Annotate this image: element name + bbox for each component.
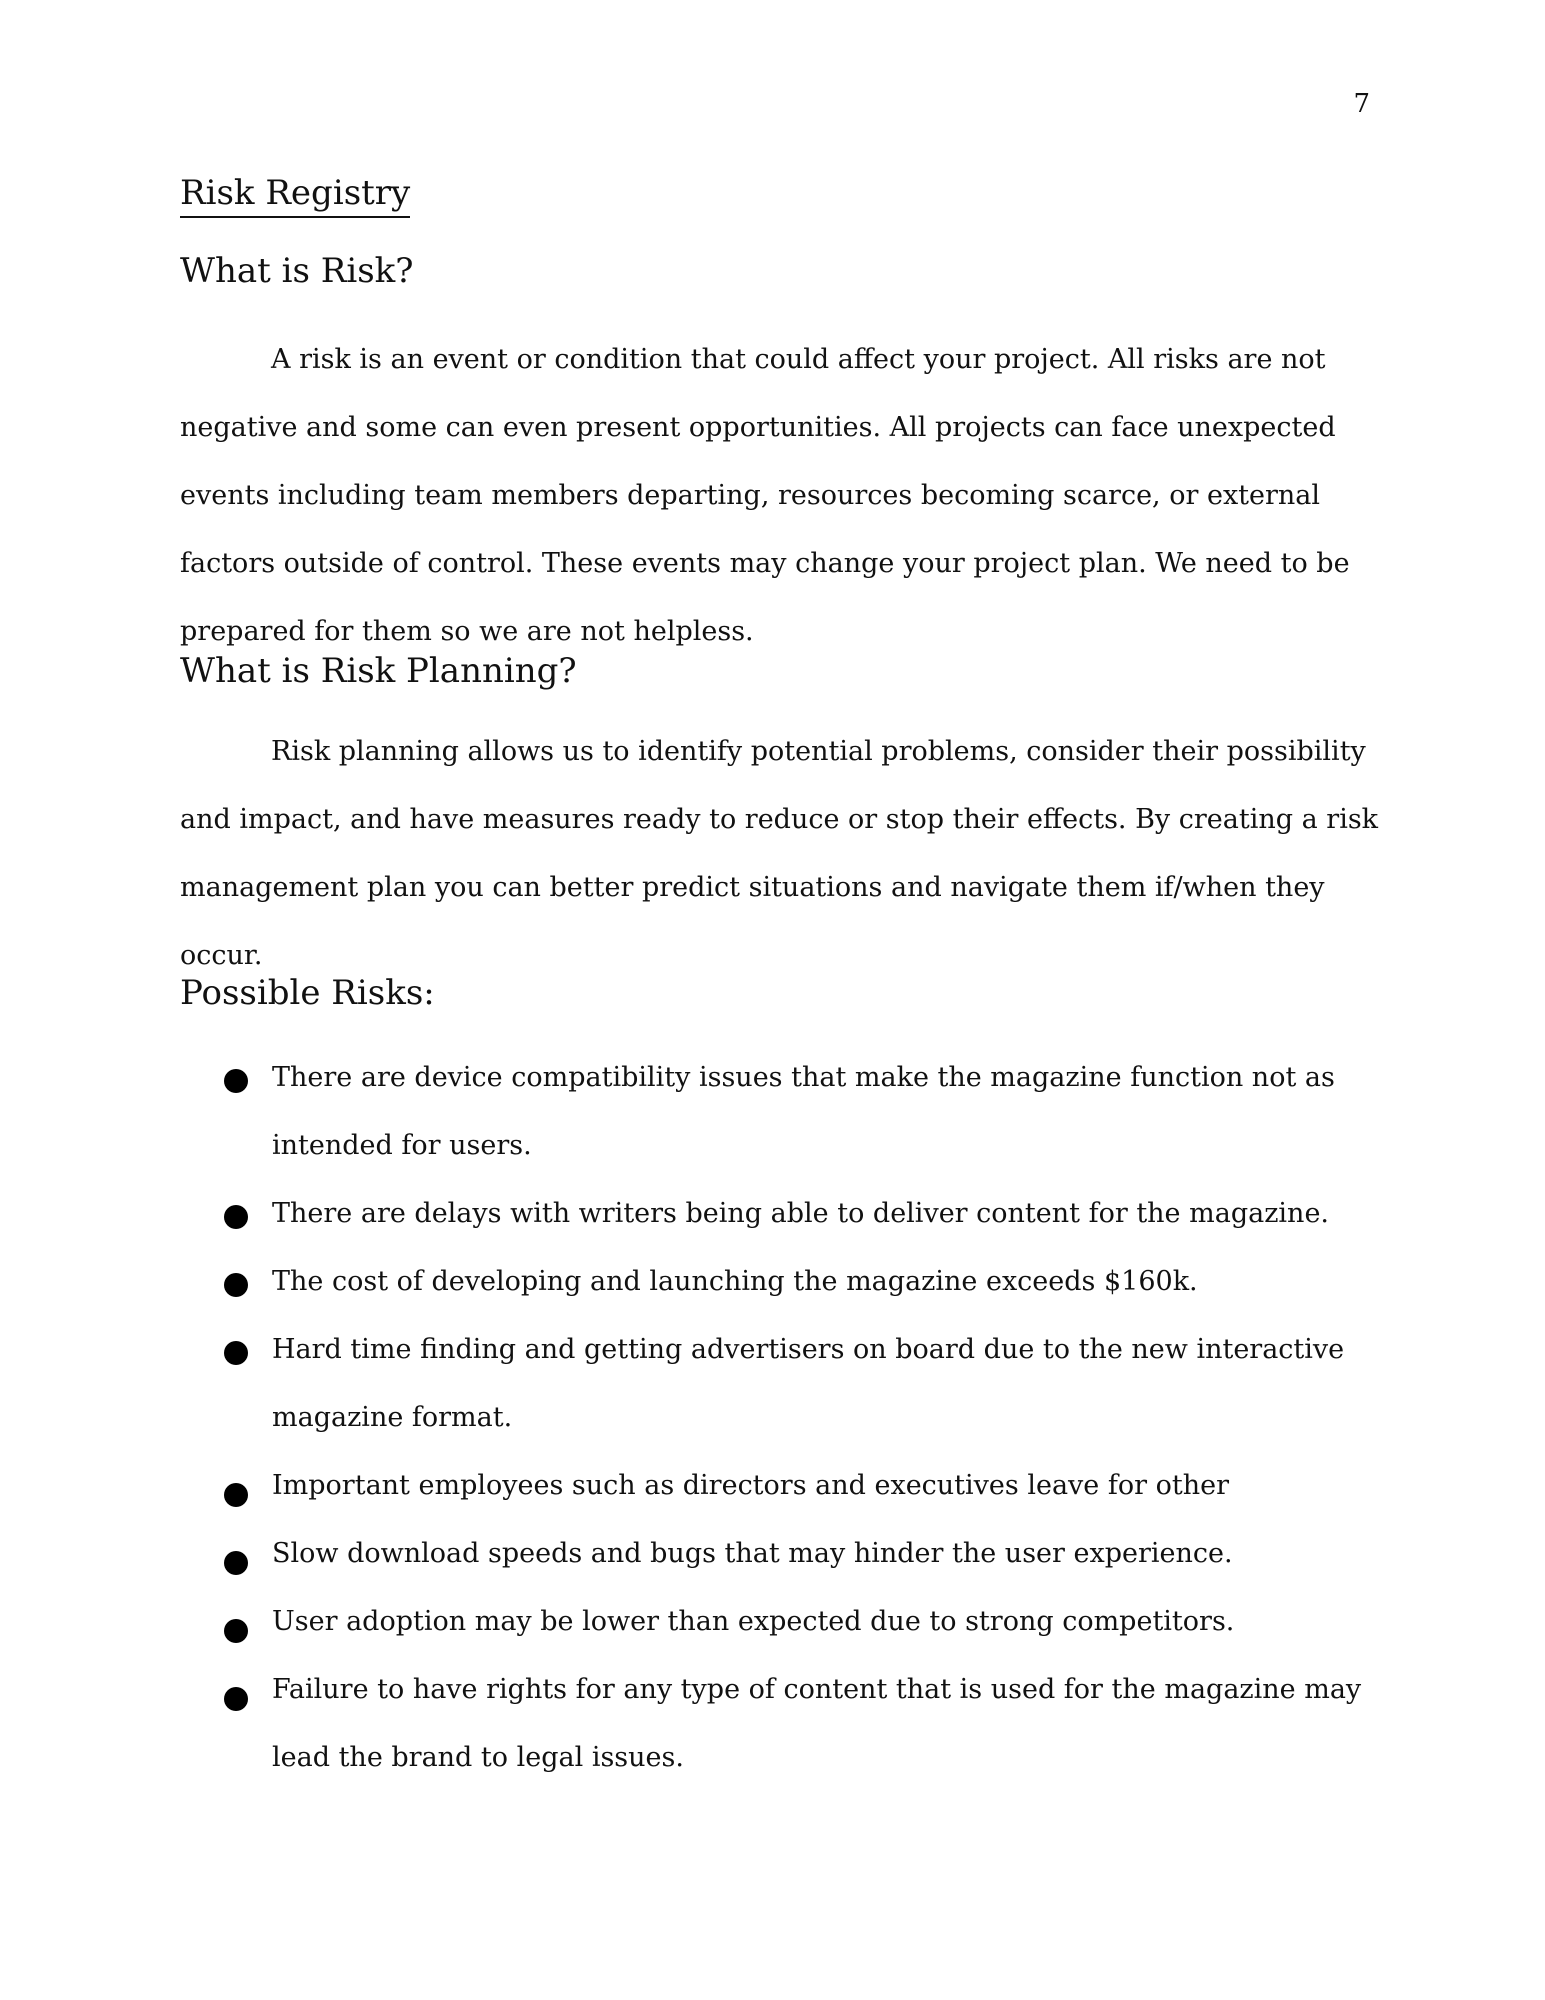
- risk-item-text: Failure to have rights for any type of content that is used for the magazine may lead the brand to legal issues.: [272, 1674, 1362, 1773]
- risk-list-item: [220, 1248, 1420, 1316]
- risk-item-text: Hard time finding and getting advertisers on board due to the new interactive magazine format.: [272, 1334, 1345, 1433]
- bullet-icon: [224, 1619, 248, 1643]
- bullet-icon: [224, 1341, 248, 1365]
- heading-what-is-risk-planning: What is Risk Planning?: [180, 651, 577, 691]
- bullet-icon: [224, 1205, 248, 1229]
- risk-item-text: The cost of developing and launching the magazine exceeds $160k.: [272, 1266, 1198, 1297]
- paragraph-what-is-risk-planning: Risk planning allows us to identify potential problems, consider their possibility and impact, and have measures ready to reduce or stop their effects. By creating a risk management plan you can better predict situations and navigate them if/when they occur.: [180, 736, 1379, 971]
- risk-list-item: [220, 1180, 1420, 1248]
- risk-item-text: Slow download speeds and bugs that may hinder the user experience.: [272, 1538, 1233, 1569]
- page-number: 7: [1353, 89, 1370, 119]
- risk-list-item: [220, 1452, 1420, 1520]
- risk-item-text: There are delays with writers being able to deliver content for the magazine.: [272, 1198, 1330, 1229]
- bullet-icon: [224, 1551, 248, 1575]
- possible-risks-list: [220, 1044, 1420, 1792]
- heading-possible-risks: Possible Risks:: [180, 973, 435, 1013]
- risk-list-item: [220, 1656, 1420, 1792]
- bullet-icon: [224, 1483, 248, 1507]
- risk-list-item: [220, 1044, 1420, 1180]
- risk-item-text: Important employees such as directors and executives leave for other: [272, 1470, 1229, 1501]
- risk-list-item: [220, 1588, 1420, 1656]
- risk-list-item: [220, 1316, 1420, 1452]
- section-title: Risk Registry: [180, 172, 410, 218]
- bullet-icon: [224, 1273, 248, 1297]
- risk-item-text: User adoption may be lower than expected due to strong competitors.: [272, 1606, 1235, 1637]
- heading-what-is-risk: What is Risk?: [180, 251, 414, 291]
- bullet-icon: [224, 1687, 248, 1711]
- bullet-icon: [224, 1069, 248, 1093]
- risk-list-item: [220, 1520, 1420, 1588]
- paragraph-what-is-risk: A risk is an event or condition that could affect your project. All risks are not negative and some can even present opportunities. All projects can face unexpected events including team members departing, resources becoming scarce, or external factors outside of control. These events may change your project plan. We need to be prepared for them so we are not helpless.: [180, 344, 1350, 647]
- risk-item-text: There are device compatibility issues that make the magazine function not as intended for users.: [272, 1062, 1335, 1161]
